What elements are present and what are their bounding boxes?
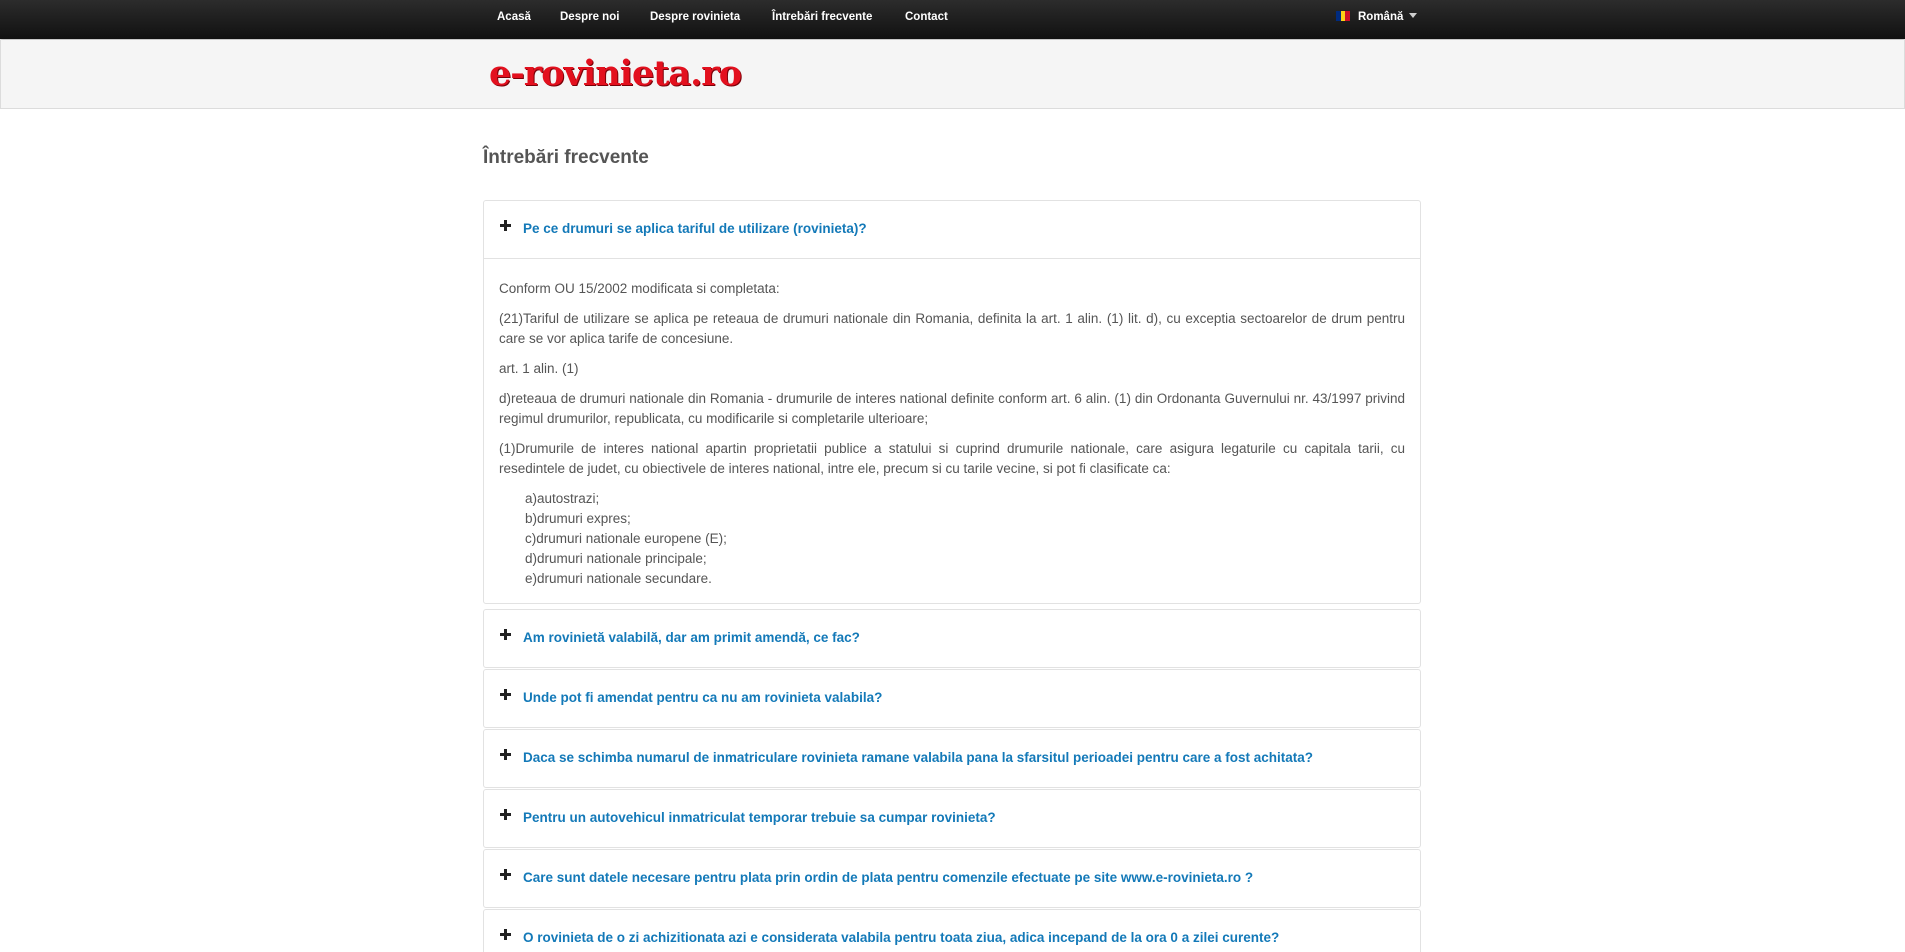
list-item: d)drumuri nationale principale;	[525, 551, 707, 566]
answer-paragraph: (1)Drumurile de interes national apartin proprietatii publice a statului si cuprind drumurile nationale, care asigura legaturile cu capitala tarii, cu resedintele de judet, cu obiectivele de interes national, intre ele, precum si cu tarile vecine, si pot fi clasificate ca:	[499, 441, 1405, 476]
faq-item[interactable]	[483, 789, 1421, 848]
faq-item-open	[483, 200, 1421, 604]
top-navbar	[0, 0, 1905, 39]
nav-about-rovinieta[interactable]: Despre rovinieta	[650, 11, 741, 23]
language-label: Română	[1358, 11, 1404, 23]
answer-paragraph: Conform OU 15/2002 modificata si completata:	[499, 281, 780, 296]
faq-question[interactable]: Unde pot fi amendat pentru ca nu am rovinieta valabila?	[523, 690, 883, 705]
faq-item[interactable]	[483, 669, 1421, 728]
faq-question[interactable]: O rovinieta de o zi achizitionata azi e considerata valabila pentru toata ziua, adica incepand de la ora 0 a zilei curente?	[523, 930, 1280, 945]
nav-home[interactable]: Acasă	[497, 11, 531, 23]
answer-paragraph: (21)Tariful de utilizare se aplica pe reteaua de drumuri nationale din Romania, definita la art. 1 alin. (1) lit. d), cu exceptia sectoarelor de drum pentru care se vor aplica tarife de concesiune.	[499, 311, 1405, 346]
caret-down-icon	[1409, 13, 1417, 18]
faq-question-toggle[interactable]	[484, 730, 1420, 787]
list-item: e)drumuri nationale secundare.	[525, 571, 712, 586]
plus-icon	[500, 929, 511, 940]
faq-question-toggle[interactable]	[484, 610, 1420, 667]
faq-question-toggle[interactable]	[484, 850, 1420, 907]
nav-contact[interactable]: Contact	[905, 11, 948, 23]
road-category-list	[499, 489, 1405, 589]
faq-item[interactable]	[483, 609, 1421, 668]
faq-item[interactable]	[483, 729, 1421, 788]
page-title: Întrebări frecvente	[483, 147, 649, 168]
faq-question-toggle[interactable]	[484, 910, 1420, 952]
nav-faq[interactable]: Întrebări frecvente	[772, 11, 873, 23]
list-item: a)autostrazi;	[525, 491, 600, 506]
faq-answer	[484, 258, 1420, 603]
faq-question[interactable]: Pentru un autovehicul inmatriculat temporar trebuie sa cumpar rovinieta?	[523, 810, 996, 825]
plus-icon	[500, 749, 511, 760]
site-header	[0, 40, 1905, 109]
faq-question[interactable]: Care sunt datele necesare pentru plata prin ordin de plata pentru comenzile efectuate pe site www.e-rovinieta.ro ?	[523, 870, 1254, 885]
list-item: b)drumuri expres;	[525, 511, 631, 526]
list-item: c)drumuri nationale europene (E);	[525, 531, 727, 546]
plus-icon	[500, 689, 511, 700]
nav-about-us[interactable]: Despre noi	[560, 11, 620, 23]
faq-question-toggle[interactable]	[484, 670, 1420, 727]
faq-question-toggle[interactable]	[484, 790, 1420, 847]
faq-question[interactable]: Pe ce drumuri se aplica tariful de utilizare (rovinieta)?	[523, 221, 867, 236]
faq-item[interactable]	[483, 909, 1421, 952]
answer-paragraph: d)reteaua de drumuri nationale din Romania - drumurile de interes national definite conform art. 6 alin. (1) din Ordonanta Guvernului nr. 43/1997 privind regimul drumurilor, republicata, cu modificarile si completarile ulterioare;	[499, 391, 1405, 426]
language-selector[interactable]	[1336, 11, 1417, 23]
site-logo[interactable]: e-rovinieta.ro	[489, 53, 742, 94]
plus-icon	[500, 629, 511, 640]
answer-paragraph: art. 1 alin. (1)	[499, 361, 579, 376]
plus-icon	[500, 220, 511, 231]
faq-question-toggle[interactable]	[484, 201, 1420, 258]
romania-flag-icon	[1336, 11, 1350, 21]
faq-question[interactable]: Daca se schimba numarul de inmatriculare rovinieta ramane valabila pana la sfarsitul perioadei pentru care a fost achitata?	[523, 750, 1314, 765]
faq-item[interactable]	[483, 849, 1421, 908]
plus-icon	[500, 869, 511, 880]
plus-icon	[500, 809, 511, 820]
faq-question[interactable]: Am rovinietă valabilă, dar am primit amendă, ce fac?	[523, 630, 860, 645]
